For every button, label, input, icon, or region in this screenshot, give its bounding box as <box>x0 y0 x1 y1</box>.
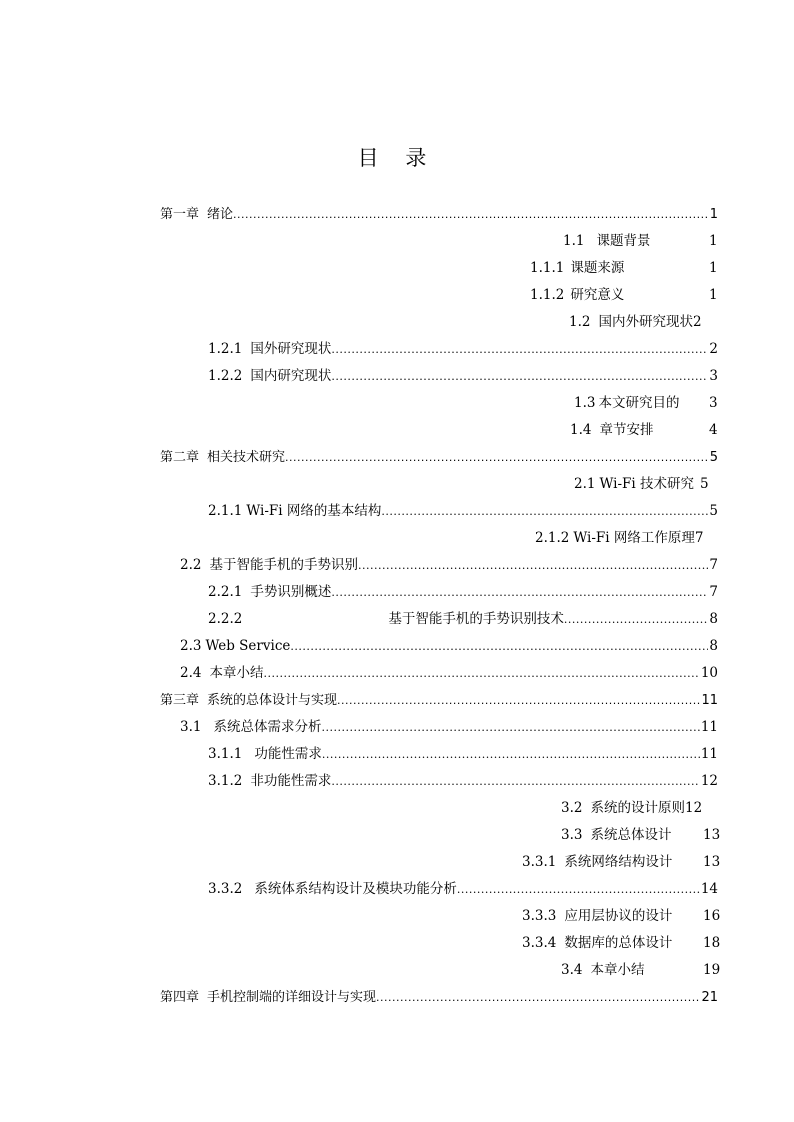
toc-entry-page: 3 <box>709 368 718 384</box>
toc-entry-page: 13 <box>703 854 721 870</box>
toc-leader-dots <box>322 741 700 768</box>
toc-entry-page: 12 <box>700 773 718 789</box>
toc-entry-number: 3.3.4 <box>522 935 557 951</box>
toc-entry[interactable] <box>160 444 718 471</box>
toc-entry-number: 第一章 <box>160 207 200 222</box>
toc-entry[interactable] <box>561 795 723 822</box>
toc-entry[interactable] <box>522 903 723 930</box>
toc-entry-number: 第二章 <box>160 450 200 465</box>
toc-entry-page: 16 <box>703 908 721 924</box>
toc-leader-dots <box>233 201 709 228</box>
toc-leader-dots <box>564 606 709 633</box>
toc-entry-number: 3.1.1 <box>208 746 243 762</box>
toc-entry-text: 系统的总体设计与实现 <box>207 693 338 708</box>
toc-entry[interactable] <box>574 471 723 498</box>
toc-entry-text: 课题背景 <box>596 233 651 249</box>
toc-entry-text: 数据库的总体设计 <box>564 935 673 951</box>
toc-entry-page: 8 <box>709 638 718 654</box>
toc-entry-number: 3.4 <box>561 962 583 978</box>
toc-entry[interactable] <box>180 552 718 579</box>
toc-entry-text: 国外研究现状 <box>250 341 332 357</box>
toc-entry-text: 基于智能手机的手势识别 <box>209 557 358 573</box>
toc-entry-number: 1.4 <box>570 422 592 438</box>
toc-entry-page: 5 <box>699 476 709 492</box>
toc-entry-number: 3.1 <box>180 719 202 735</box>
toc-entry-number: 3.3.1 <box>522 854 557 870</box>
toc-entry-page: 3 <box>709 395 718 411</box>
toc-entry[interactable] <box>180 633 718 660</box>
toc-leader-dots <box>290 633 708 660</box>
toc-entry-text: 本章小结 <box>209 665 264 681</box>
toc-entry[interactable] <box>208 768 718 795</box>
toc-entry-page: 13 <box>703 827 721 843</box>
toc-entry-page: 1 <box>709 260 718 276</box>
toc-entry-text: 系统的设计原则 <box>590 800 685 816</box>
toc-entry-page: 14 <box>700 881 718 897</box>
toc-entry-number: 3.3.2 <box>208 881 243 897</box>
toc-entry[interactable] <box>535 525 723 552</box>
toc-entry-number: 2.1 <box>574 476 596 492</box>
toc-entry[interactable] <box>160 201 718 228</box>
toc-entry[interactable] <box>208 498 718 525</box>
toc-entry-page: 1 <box>709 287 718 303</box>
toc-entry[interactable] <box>570 417 723 444</box>
toc-entry[interactable] <box>208 876 718 903</box>
toc-entry-number: 1.2 <box>569 314 591 330</box>
toc-leader-dots <box>285 444 709 471</box>
toc-entry-number: 1.2.2 <box>208 368 243 384</box>
toc-entry[interactable] <box>208 579 718 606</box>
toc-entry[interactable] <box>574 390 723 417</box>
toc-entry-page: 12 <box>684 800 703 816</box>
toc-entry[interactable] <box>522 930 723 957</box>
toc-entry-page: 7 <box>709 584 718 600</box>
toc-entry-number: 2.2.1 <box>208 584 243 600</box>
toc-entry-text: 手势识别概述 <box>250 584 332 600</box>
toc-entry[interactable] <box>180 660 718 687</box>
toc-entry-page: 7 <box>709 557 718 573</box>
toc-entry[interactable] <box>180 714 718 741</box>
toc-entry-page: 2 <box>692 314 702 330</box>
toc-entry[interactable] <box>530 282 723 309</box>
toc-entry-number: 1.1.1 <box>530 260 565 276</box>
toc-entry-text: 相关技术研究 <box>207 450 286 465</box>
toc-entry-page: 1 <box>709 233 718 249</box>
toc-entry-text: 本章小结 <box>590 962 645 978</box>
toc-entry-text: 国内研究现状 <box>250 368 332 384</box>
toc-entry-text: 非功能性需求 <box>250 773 332 789</box>
toc-leader-dots <box>331 363 708 390</box>
toc-entry-number: 2.2 <box>180 557 202 573</box>
toc-entry-number: 2.2.2 <box>208 611 243 627</box>
toc-entry[interactable] <box>208 363 718 390</box>
toc-entry-page: 7 <box>694 530 704 546</box>
toc-entry-number: 1.3 <box>574 395 596 411</box>
toc-entry-page: 11 <box>700 746 718 762</box>
toc-entry[interactable] <box>530 255 723 282</box>
toc-leader-dots <box>263 660 699 687</box>
toc-entry-number: 第四章 <box>160 990 200 1005</box>
toc-entry-page: 5 <box>709 503 718 519</box>
toc-entry[interactable] <box>208 606 718 633</box>
toc-entry-page: 11 <box>701 693 718 708</box>
toc-entry-text: Wi-Fi 技术研究 <box>599 476 694 492</box>
toc-entry-page: 19 <box>703 962 721 978</box>
toc-entry[interactable] <box>208 741 718 768</box>
toc-entry-number: 1.1.2 <box>530 287 565 303</box>
toc-entry-page: 8 <box>709 611 718 627</box>
toc-entry[interactable] <box>563 228 723 255</box>
toc-entry-text: 应用层协议的设计 <box>564 908 673 924</box>
toc-entry-text: 手机控制端的详细设计与实现 <box>207 990 377 1005</box>
toc-entry-text: 研究意义 <box>570 287 625 303</box>
toc-leader-dots <box>358 552 708 579</box>
toc-entry[interactable] <box>561 822 723 849</box>
toc-entry-text: 国内外研究现状 <box>598 314 693 330</box>
toc-leader-dots <box>331 768 699 795</box>
toc-entry-number: 1.2.1 <box>208 341 243 357</box>
toc-leader-dots <box>331 336 708 363</box>
toc-entry-number: 2.3 <box>180 638 202 654</box>
toc-entry[interactable] <box>160 687 718 714</box>
toc-entry-number: 2.1.2 <box>535 530 570 546</box>
toc-entry-text: 系统总体需求分析 <box>213 719 322 735</box>
toc-entry[interactable] <box>522 849 723 876</box>
toc-entry[interactable] <box>160 984 718 1011</box>
toc-entry-page: 4 <box>709 422 718 438</box>
toc-leader-dots <box>381 498 708 525</box>
toc-entry-text: Web Service <box>205 638 291 654</box>
toc-entry-text: 系统总体设计 <box>590 827 672 843</box>
toc-entry-page: 18 <box>703 935 721 951</box>
toc-entry-text: Wi-Fi 网络工作原理 <box>573 530 695 546</box>
toc-leader-dots <box>321 714 699 741</box>
toc-entry-number: 1.1 <box>563 233 585 249</box>
toc-leader-dots <box>457 876 700 903</box>
toc-entry-page: 1 <box>709 207 718 222</box>
toc-entry[interactable] <box>208 336 718 363</box>
toc-entry-text: Wi-Fi 网络的基本结构 <box>246 503 382 519</box>
toc-entry-page: 11 <box>700 719 718 735</box>
toc-entry-number: 3.3 <box>561 827 583 843</box>
toc-entry-page: 10 <box>700 665 718 681</box>
toc-entry-page: 5 <box>709 450 718 465</box>
toc-entry-number: 3.3.3 <box>522 908 557 924</box>
toc-entry-text: 功能性需求 <box>254 746 322 762</box>
toc-entry-text: 章节安排 <box>599 422 654 438</box>
toc-entry-text: 课题来源 <box>570 260 625 276</box>
toc-entry-page: 2 <box>709 341 718 357</box>
toc-entry-number: 3.2 <box>561 800 583 816</box>
toc-entry-text: 基于智能手机的手势识别技术 <box>388 611 564 627</box>
toc-entry[interactable] <box>561 957 723 984</box>
toc-entry-text: 绪论 <box>207 207 234 222</box>
toc-leader-dots <box>376 984 700 1011</box>
toc-title: 目 录 <box>357 146 437 170</box>
toc-entry-number: 3.1.2 <box>208 773 243 789</box>
toc-entry[interactable] <box>569 309 723 336</box>
toc-entry-number: 第三章 <box>160 693 200 708</box>
toc-entry-number: 2.1.1 <box>208 503 243 519</box>
toc-leader-dots <box>337 687 700 714</box>
toc-entry-text: 本文研究目的 <box>598 395 680 411</box>
toc-entry-text: 系统网络结构设计 <box>564 854 673 870</box>
toc-entry-text: 系统体系结构设计及模块功能分析 <box>254 881 457 897</box>
toc-entry-number: 2.4 <box>180 665 202 681</box>
toc-entry-page: 21 <box>701 990 718 1005</box>
toc-leader-dots <box>331 579 708 606</box>
